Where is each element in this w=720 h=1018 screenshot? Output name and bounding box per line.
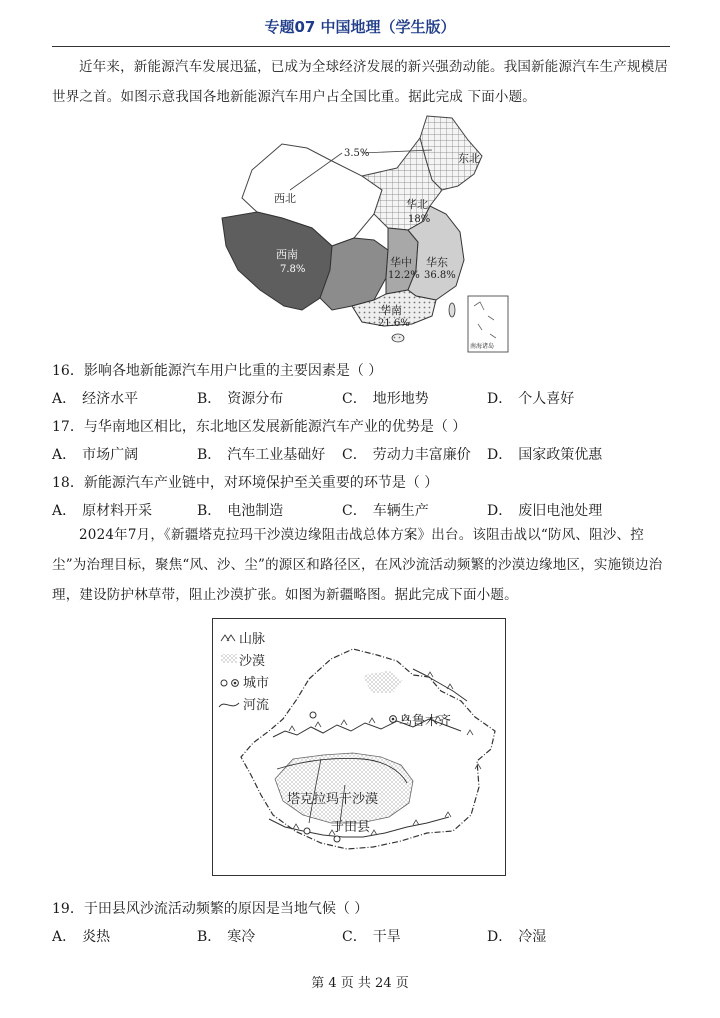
option-text: 干旱 <box>372 929 401 945</box>
option-c[interactable] <box>342 500 487 520</box>
option-key: B． <box>197 391 222 407</box>
option-c[interactable] <box>342 926 487 946</box>
map2-label-urumqi: 乌鲁木齐 <box>399 714 452 729</box>
map1-label-huazhong-share: 12.2% <box>388 270 420 281</box>
option-key: A． <box>52 503 77 519</box>
option-text: 市场广阔 <box>82 447 139 463</box>
option-text: 废旧电池处理 <box>518 503 603 519</box>
map1-label-xinan-share: 7.8% <box>280 264 306 275</box>
map1-label-dongbei: 东北 <box>458 152 480 165</box>
option-text: 地形地势 <box>372 391 429 407</box>
map1-label-huabei: 华北 <box>406 198 428 211</box>
question-17: 17．与华南地区相比，东北地区发展新能源汽车产业的优势是（ ） <box>52 419 467 435</box>
option-d[interactable] <box>487 500 632 520</box>
option-a[interactable] <box>52 500 197 520</box>
option-text: 寒冷 <box>227 929 256 945</box>
option-b[interactable] <box>197 500 342 520</box>
option-key: B． <box>197 447 222 463</box>
question-19-options <box>52 926 670 946</box>
option-text: 资源分布 <box>227 391 284 407</box>
question-16: 16．影响各地新能源汽车用户比重的主要因素是（ ） <box>52 363 383 379</box>
legend-city-label: 城市 <box>243 676 270 691</box>
map1-label-huadong: 华东 <box>426 256 448 269</box>
option-key: D． <box>487 929 513 945</box>
map1-label-xibei-share: 3.5% <box>344 148 370 159</box>
option-a[interactable] <box>52 388 197 408</box>
option-d[interactable] <box>487 926 632 946</box>
legend-desert-label: 沙漠 <box>239 654 266 669</box>
yutian-marker <box>334 836 340 842</box>
option-text: 经济水平 <box>82 391 139 407</box>
map2-label-yutian: 于田县 <box>331 820 371 835</box>
map2-label-desert: 塔克拉玛干沙漠 <box>287 792 379 807</box>
option-text: 汽车工业基础好 <box>227 447 326 463</box>
option-text: 炎热 <box>82 929 111 945</box>
intro-paragraph-1: 近年来，新能源汽车发展迅猛，已成为全球经济发展的新兴强劲动能。我国新能源汽车生产规模居世界之首。如图示意我国各地新能源汽车用户占全国比重。据此完成 下面小题。 <box>52 59 669 105</box>
taiwan-island <box>449 303 455 317</box>
option-key: C． <box>342 447 367 463</box>
china-nev-map-svg <box>212 110 512 356</box>
map1-inset-label: 南海诸岛 <box>470 343 495 350</box>
map1-label-xibei: 西北 <box>274 192 296 205</box>
legend-river-label: 河流 <box>243 698 270 713</box>
option-key: C． <box>342 391 367 407</box>
mountain-legend-icon <box>221 635 235 641</box>
river-legend-icon <box>219 703 239 707</box>
option-text: 劳动力丰富廉价 <box>372 447 471 463</box>
option-b[interactable] <box>197 444 342 464</box>
option-key: A． <box>52 391 77 407</box>
intro-paragraph-2: 2024年7月，《新疆塔克拉玛干沙漠边缘阻击战总体方案》出台。该阻击战以“防风、阻沙、控尘”为治理目标，聚焦“风、沙、尘”的源区和路径区，在风沙流活动频繁的沙漠边缘地区，实施锁边治理，建设防护林草带，阻止沙漠扩张。如图为新疆略图。据此完成下面小题。 <box>52 527 663 603</box>
map1-label-xinan: 西南 <box>276 248 298 261</box>
option-key: D． <box>487 447 513 463</box>
question-18: 18．新能源汽车产业链中，对环境保护至关重要的环节是（ ） <box>52 475 439 491</box>
question-18-options <box>52 500 670 520</box>
option-key: A． <box>52 447 77 463</box>
option-text: 个人喜好 <box>518 391 575 407</box>
map1-label-huanan-share: 21.6% <box>378 318 410 329</box>
question-17-options <box>52 444 670 464</box>
desert-legend-icon <box>221 654 237 663</box>
question-16-options <box>52 388 670 408</box>
option-b[interactable] <box>197 388 342 408</box>
option-text: 电池制造 <box>227 503 284 519</box>
page-number: 第 4 页 共 24 页 <box>311 976 409 991</box>
option-c[interactable] <box>342 444 487 464</box>
map1-label-huabei-share: 18% <box>408 214 431 225</box>
xinjiang-map-svg <box>213 619 505 875</box>
option-key: D． <box>487 391 513 407</box>
map2-legend <box>219 632 269 713</box>
map1-label-huadong-share: 36.8% <box>424 270 456 281</box>
option-key: C． <box>342 503 367 519</box>
map1-label-huazhong: 华中 <box>390 256 412 269</box>
city-marker <box>310 712 316 718</box>
option-key: D． <box>487 503 513 519</box>
question-19: 19．于田县风沙流活动频繁的原因是当地气候（ ） <box>52 901 369 917</box>
city-legend-icon <box>221 680 227 686</box>
option-text: 国家政策优惠 <box>518 447 603 463</box>
option-d[interactable] <box>487 444 632 464</box>
option-text: 车辆生产 <box>372 503 429 519</box>
city-marker <box>304 828 310 834</box>
option-key: B． <box>197 929 222 945</box>
option-text: 原材料开采 <box>82 503 153 519</box>
option-a[interactable] <box>52 926 197 946</box>
map1-label-huanan: 华南 <box>380 304 402 317</box>
china-nev-map <box>212 110 512 356</box>
xinjiang-map <box>212 618 506 876</box>
option-d[interactable] <box>487 388 632 408</box>
option-b[interactable] <box>197 926 342 946</box>
legend-mountain-label: 山脉 <box>239 632 266 647</box>
option-key: A． <box>52 929 77 945</box>
option-key: C． <box>342 929 367 945</box>
option-c[interactable] <box>342 388 487 408</box>
hainan-island <box>392 334 404 342</box>
header-divider <box>52 46 670 47</box>
option-key: B． <box>197 503 222 519</box>
option-text: 冷湿 <box>518 929 547 945</box>
page-title: 专题07 中国地理（学生版） <box>264 18 456 36</box>
option-a[interactable] <box>52 444 197 464</box>
